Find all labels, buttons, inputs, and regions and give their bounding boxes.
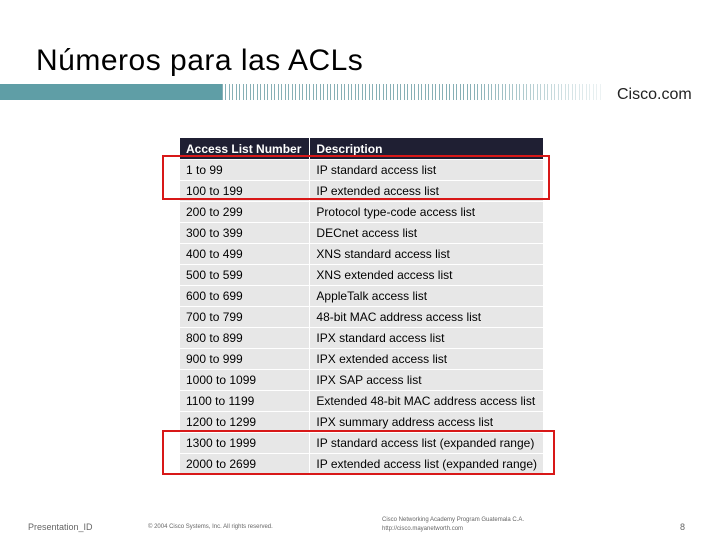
table-row (180, 265, 544, 286)
cell-number: 1300 to 1999 (180, 433, 310, 454)
table-row (180, 244, 544, 265)
cell-description: Protocol type-code access list (310, 202, 544, 223)
header-description: Description (310, 138, 544, 160)
cell-number: 100 to 199 (180, 181, 310, 202)
cell-description: AppleTalk access list (310, 286, 544, 307)
header-teal-bar (0, 84, 222, 100)
slide-title: Números para las ACLs (36, 44, 364, 77)
table-row (180, 202, 544, 223)
cell-number: 200 to 299 (180, 202, 310, 223)
cell-description: IP standard access list (310, 160, 544, 181)
cell-description: IP standard access list (expanded range) (310, 433, 544, 454)
footer-academy-line1: Cisco Networking Academy Program Guatemala C.A. (382, 517, 525, 523)
table-row (180, 412, 544, 433)
cell-number: 2000 to 2699 (180, 454, 310, 475)
cell-description: IP extended access list (310, 181, 544, 202)
cell-number: 1100 to 1199 (180, 391, 310, 412)
footer-academy (382, 516, 524, 534)
table-row (180, 349, 544, 370)
table-row (180, 433, 544, 454)
footer-copyright: © 2004 Cisco Systems, Inc. All rights reserved. (148, 524, 273, 530)
cell-number: 500 to 599 (180, 265, 310, 286)
footer-page-number: 8 (680, 522, 686, 532)
cell-number: 1 to 99 (180, 160, 310, 181)
table-row (180, 370, 544, 391)
cell-description: 48-bit MAC address access list (310, 307, 544, 328)
cell-description: IPX extended access list (310, 349, 544, 370)
table-row (180, 223, 544, 244)
cell-description: IP extended access list (expanded range) (310, 454, 544, 475)
acl-number-table (179, 137, 544, 475)
cell-number: 700 to 799 (180, 307, 310, 328)
cell-number: 1200 to 1299 (180, 412, 310, 433)
cell-number: 800 to 899 (180, 328, 310, 349)
cell-number: 400 to 499 (180, 244, 310, 265)
table-header-row (180, 138, 544, 160)
cell-number: 900 to 999 (180, 349, 310, 370)
cell-description: Extended 48-bit MAC address access list (310, 391, 544, 412)
table-row (180, 286, 544, 307)
cell-description: IPX SAP access list (310, 370, 544, 391)
footer-presentation-id: Presentation_ID (28, 522, 93, 532)
table-row (180, 391, 544, 412)
cell-description: DECnet access list (310, 223, 544, 244)
cell-number: 300 to 399 (180, 223, 310, 244)
table-row (180, 160, 544, 181)
cell-description: XNS standard access list (310, 244, 544, 265)
table-row (180, 454, 544, 475)
cell-description: XNS extended access list (310, 265, 544, 286)
header-access-list-number: Access List Number (180, 138, 310, 160)
cell-description: IPX summary address access list (310, 412, 544, 433)
header-barcode-fade (470, 84, 602, 100)
cell-number: 1000 to 1099 (180, 370, 310, 391)
table-row (180, 307, 544, 328)
cell-description: IPX standard access list (310, 328, 544, 349)
cisco-logo: Cisco.com (617, 86, 692, 103)
footer-academy-line2: http://cisco.mayanetworth.com (382, 526, 464, 532)
table-row (180, 328, 544, 349)
table-row (180, 181, 544, 202)
cell-number: 600 to 699 (180, 286, 310, 307)
